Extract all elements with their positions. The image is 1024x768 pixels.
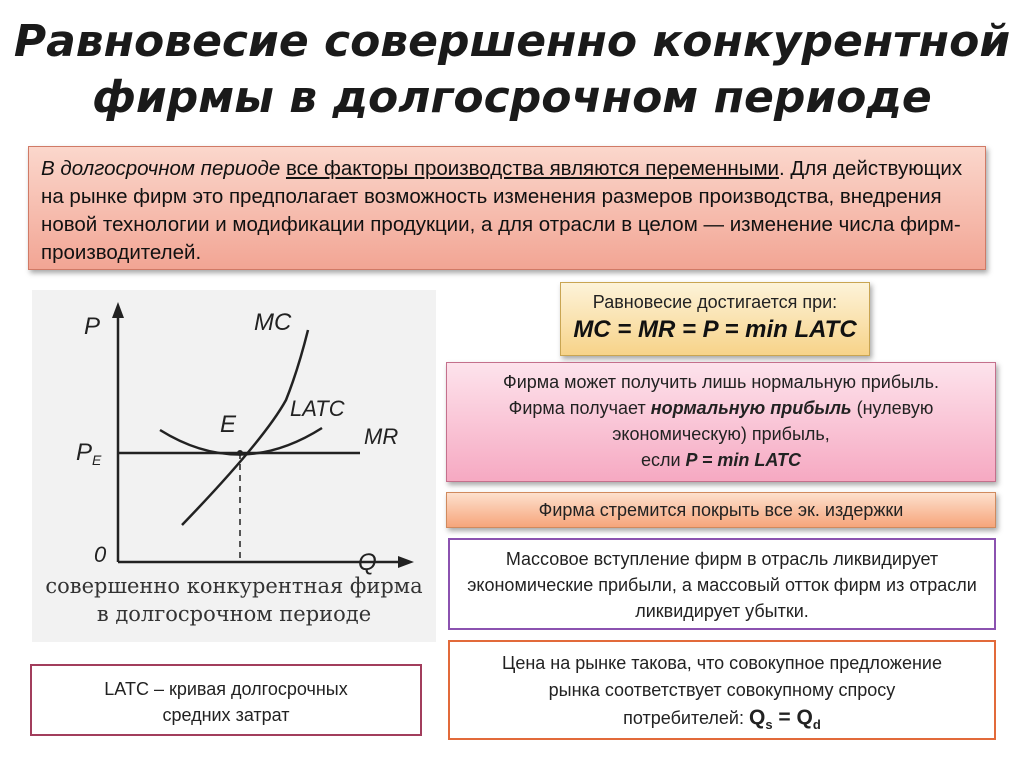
intro-part-2: . Для действующих на рынке фирм это предполагает возможность изменения размеров производства, внедрения новой технологии и модификации продукции, а для отрасли в целом — изменение числа фирм-производителей.	[41, 157, 963, 264]
intro-underlined: все факторы производства являются переменными	[285, 157, 780, 180]
title-line-1: Равновесие совершенно конкурентной	[13, 16, 1011, 67]
title-line-2: фирмы в долгосрочном периоде	[92, 72, 932, 123]
market-balance-box	[448, 640, 996, 740]
y-axis-arrow	[112, 302, 124, 318]
mc-curve	[182, 330, 308, 525]
profit-line-1: Фирма может получить лишь нормальную прибыль.	[503, 372, 939, 392]
normal-profit-term: нормальную прибыль	[650, 398, 852, 418]
latc-def-line-1: LATC – кривая долгосрочных	[104, 679, 348, 699]
supply-demand-formula: $Q_s = Q_d$	[749, 706, 821, 733]
point-e-label: E	[220, 411, 237, 438]
page-title	[0, 14, 1024, 126]
pe-label-sub: E	[92, 452, 102, 468]
intro-box	[28, 146, 986, 270]
graph-caption-1: совершенно конкурентная фирма	[45, 574, 423, 598]
latc-label: LATC	[290, 396, 345, 421]
market-line-2: рынка соответствует совокупному спросу	[548, 680, 896, 700]
equilibrium-intro: Равновесие достигается при:	[592, 292, 838, 312]
graph-figure	[32, 290, 436, 642]
profit-condition: P = min LATC	[685, 450, 802, 470]
equilibrium-formula: MC = MR = P = min LATC	[573, 316, 857, 343]
normal-profit-box	[446, 362, 996, 482]
pe-label-p: P	[76, 439, 93, 466]
intro-part-1: В долгосрочном периоде	[41, 157, 286, 180]
y-axis-label: P	[84, 313, 101, 340]
profit-line-3: экономическую) прибыль,	[612, 424, 830, 444]
market-line-1: Цена на рынке такова, что совокупное предложение	[502, 653, 942, 673]
entry-exit-box	[448, 538, 996, 630]
origin-label: 0	[94, 542, 107, 567]
equilibrium-condition-box	[560, 282, 870, 356]
mc-label: MC	[254, 309, 292, 336]
market-line-3: потребителей: $Q_s = Q_d$	[623, 706, 821, 733]
entry-exit-text: Массовое вступление фирм в отрасль ликвидирует экономические прибыли, а массовый отток фирм из отрасли ликвидирует убытки.	[467, 549, 977, 621]
cover-costs-text: Фирма стремится покрыть все эк. издержки	[538, 500, 904, 520]
latc-def-line-2: средних затрат	[162, 705, 290, 725]
graph-caption-2: в долгосрочном периоде	[96, 602, 372, 626]
mr-label: MR	[364, 424, 399, 449]
profit-line-2: Фирма получает нормальную прибыль (нулевую	[508, 398, 934, 418]
x-axis-arrow	[398, 556, 414, 568]
latc-definition-box	[30, 664, 422, 736]
x-axis-label: Q	[358, 549, 377, 576]
pe-label	[76, 439, 102, 468]
cover-costs-box	[446, 492, 996, 528]
equilibrium-point	[237, 450, 243, 456]
profit-line-4: если P = min LATC	[640, 450, 802, 470]
